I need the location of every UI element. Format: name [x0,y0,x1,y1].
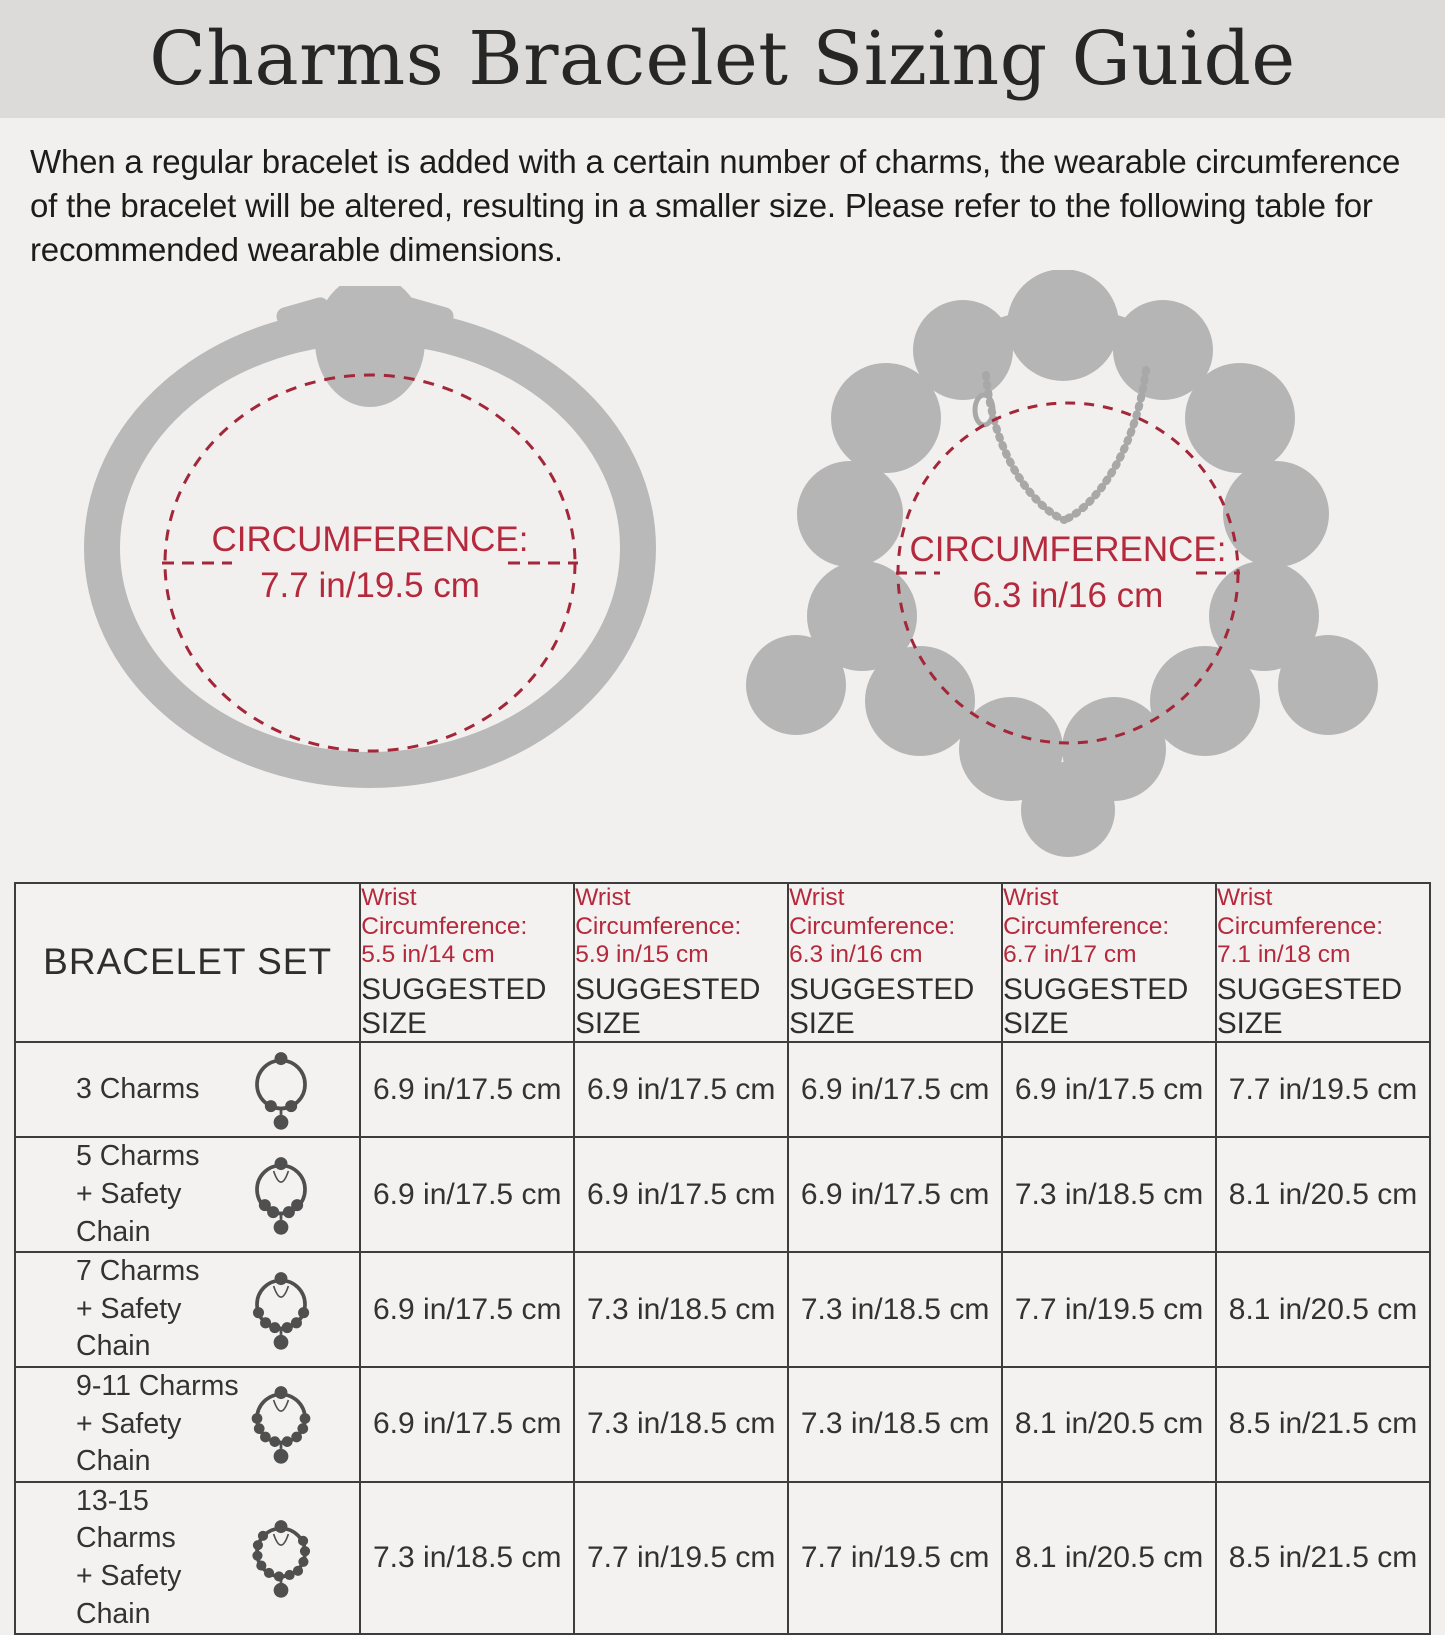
suggested-size-label: SUGGESTED SIZE [575,973,761,1041]
wrist-circumference-label: Wrist Circumference: [575,883,742,940]
bracelet-set-header: BRACELET SET [15,883,360,1043]
bracelet-13-15-charms-icon [245,1514,317,1602]
set-label-line2: + Safety Chain [76,1177,182,1248]
size-value: 7.7 in/19.5 cm [1216,1042,1430,1137]
wrist-header-2 [788,883,1002,1043]
size-value: 6.9 in/17.5 cm [574,1042,788,1137]
set-cell [15,1137,360,1252]
size-value: 7.3 in/18.5 cm [788,1252,1002,1367]
table-header-row [15,883,1430,1043]
bracelet-9-11-charms-icon [245,1380,317,1468]
size-value: 7.3 in/18.5 cm [574,1367,788,1482]
size-value: 7.3 in/18.5 cm [360,1482,574,1634]
wrist-circumference-value: 6.3 in/16 cm [789,941,923,969]
table-row [15,1042,1430,1137]
page-title: Charms Bracelet Sizing Guide [149,16,1296,102]
set-label-line1: 13-15 Charms [76,1484,176,1555]
size-value: 7.3 in/18.5 cm [574,1252,788,1367]
table-row [15,1482,1430,1634]
size-value: 8.5 in/21.5 cm [1216,1482,1430,1634]
wrist-circumference-value: 5.9 in/15 cm [575,941,709,969]
size-value: 7.7 in/19.5 cm [1002,1252,1216,1367]
charm-bracelet-icon [728,270,1388,866]
size-value: 6.9 in/17.5 cm [360,1367,574,1482]
set-label-line1: 3 Charms [76,1073,200,1106]
set-label-line2: + Safety Chain [76,1292,182,1363]
set-label-line2: + Safety Chain [76,1407,182,1478]
intro-text: When a regular bracelet is added with a certain number of charms, the wearable circumference of the bracelet will be altered, resulting in a smaller size. Please refer to the following table for recommended wearable dimensions. [30,143,1401,268]
set-cell [15,1042,360,1137]
wrist-circumference-value: 5.5 in/14 cm [361,941,495,969]
size-value: 8.1 in/20.5 cm [1216,1252,1430,1367]
set-label-line2: + Safety Chain [76,1560,182,1630]
wrist-header-1 [574,883,788,1043]
title-band [0,0,1445,118]
size-value: 7.3 in/18.5 cm [788,1367,1002,1482]
set-label [76,1483,245,1633]
sizing-table-wrap [14,882,1431,1635]
table-row [15,1137,1430,1252]
figures-section [0,276,1445,872]
size-value: 7.3 in/18.5 cm [1002,1137,1216,1252]
wrist-header-3 [1002,883,1216,1043]
circumference-label: CIRCUMFERENCE: [909,529,1227,569]
wrist-circumference-value: 6.7 in/17 cm [1003,941,1137,969]
set-cell [15,1482,360,1634]
set-cell [15,1367,360,1482]
size-value: 7.7 in/19.5 cm [788,1482,1002,1634]
set-label [76,1368,245,1481]
bracelet-3-charms-icon [245,1046,317,1134]
set-label-line1: 5 Charms [76,1140,200,1173]
wrist-header-0 [360,883,574,1043]
sizing-table [14,882,1431,1635]
wrist-circumference-label: Wrist Circumference: [789,883,956,940]
wrist-circumference-label: Wrist Circumference: [361,883,528,940]
wrist-header-4 [1216,883,1430,1043]
size-value: 8.1 in/20.5 cm [1002,1367,1216,1482]
set-label-line1: 7 Charms [76,1255,200,1288]
set-cell [15,1252,360,1367]
circumference-value: 6.3 in/16 cm [972,575,1164,615]
size-value: 6.9 in/17.5 cm [574,1137,788,1252]
bracelet-7-charms-icon [245,1266,317,1354]
size-value: 6.9 in/17.5 cm [360,1042,574,1137]
size-value: 8.1 in/20.5 cm [1002,1482,1216,1634]
size-value: 6.9 in/17.5 cm [1002,1042,1216,1137]
size-value: 8.1 in/20.5 cm [1216,1137,1430,1252]
set-label [76,1138,245,1251]
size-value: 7.7 in/19.5 cm [574,1482,788,1634]
suggested-size-label: SUGGESTED SIZE [1003,973,1189,1041]
size-value: 6.9 in/17.5 cm [360,1137,574,1252]
suggested-size-label: SUGGESTED SIZE [361,973,547,1041]
plain-bracelet-icon [40,286,690,806]
table-row [15,1252,1430,1367]
set-label [76,1253,245,1366]
suggested-size-label: SUGGESTED SIZE [1217,973,1403,1041]
size-value: 6.9 in/17.5 cm [360,1252,574,1367]
set-label-line1: 9-11 Charms [76,1370,239,1402]
set-label [76,1071,200,1109]
wrist-circumference-label: Wrist Circumference: [1003,883,1170,940]
size-value: 6.9 in/17.5 cm [788,1042,1002,1137]
table-row [15,1367,1430,1482]
bracelet-5-charms-icon [245,1151,317,1239]
size-value: 6.9 in/17.5 cm [788,1137,1002,1252]
size-value: 8.5 in/21.5 cm [1216,1367,1430,1482]
circumference-label: CIRCUMFERENCE: [211,519,529,559]
wrist-circumference-value: 7.1 in/18 cm [1217,941,1351,969]
wrist-circumference-label: Wrist Circumference: [1217,883,1384,940]
suggested-size-label: SUGGESTED SIZE [789,973,975,1041]
circumference-value: 7.7 in/19.5 cm [260,565,480,605]
